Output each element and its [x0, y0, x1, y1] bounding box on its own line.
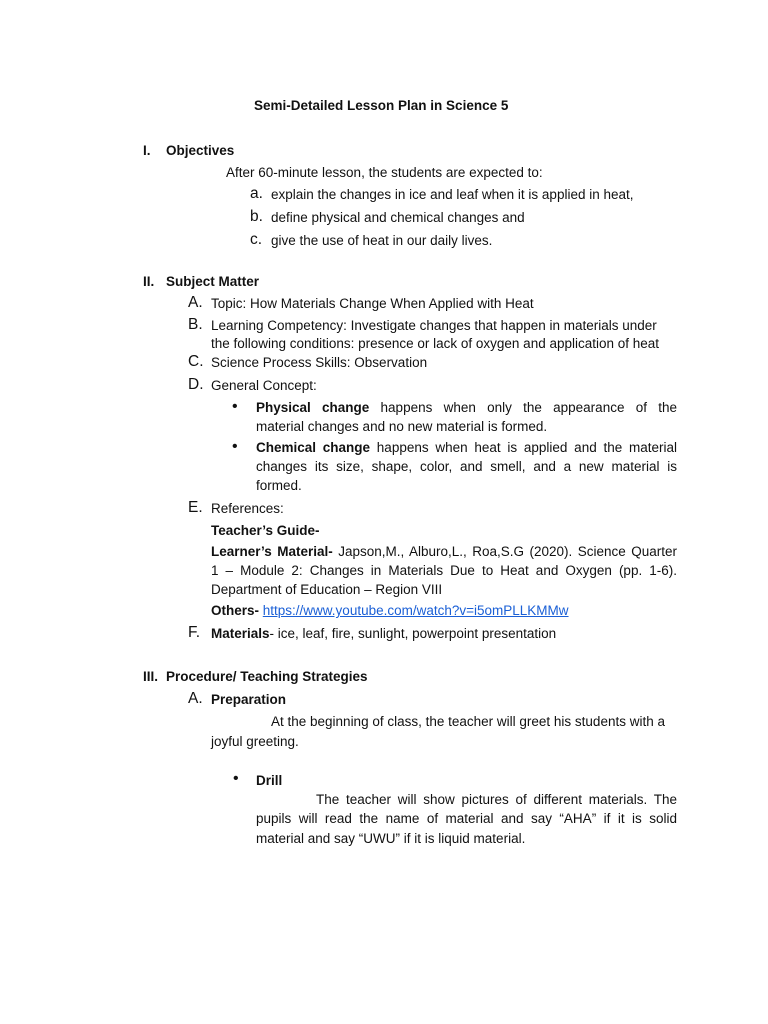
preparation-line2: joyful greeting. [211, 734, 299, 749]
preparation-line1: At the beginning of class, the teacher will greet his students with a [271, 714, 665, 729]
section-heading-subject-matter: Subject Matter [166, 274, 260, 289]
page-title: Semi-Detailed Lesson Plan in Science 5 [254, 98, 509, 113]
subject-marker-f: F. [188, 624, 201, 641]
objective-marker-b: b. [250, 208, 263, 225]
subject-marker-d: D. [188, 376, 204, 393]
chemical-change-line1 [256, 438, 677, 457]
preparation-label: Preparation [211, 692, 287, 707]
subject-competency-line1: Learning Competency: Investigate changes that happen in materials under [211, 318, 657, 333]
objective-item-c: give the use of heat in our daily lives. [271, 233, 493, 248]
materials-label: Materials [211, 626, 270, 641]
teachers-guide: Teacher’s Guide- [211, 523, 320, 538]
objectives-intro: After 60-minute lesson, the students are expected to: [226, 165, 543, 180]
bullet-icon: • [232, 438, 238, 455]
physical-change-term: Physical change [256, 400, 370, 415]
physical-change-line2: material changes and no new material is formed. [256, 419, 548, 434]
subject-topic: Topic: How Materials Change When Applied with Heat [211, 296, 534, 311]
youtube-link[interactable]: https://www.youtube.com/watch?v=i5omPLLKMMw [262, 603, 569, 618]
learners-material-label: Learner’s Material- [211, 544, 333, 559]
others-reference [211, 601, 569, 620]
objective-item-a: explain the changes in ice and leaf when it is applied in heat, [271, 187, 634, 202]
objective-marker-a: a. [250, 185, 263, 202]
materials-text: - ice, leaf, fire, sunlight, powerpoint presentation [269, 626, 557, 641]
drill-line2: pupils will read the name of material and say “AHA” if it is solid [256, 811, 677, 826]
subject-marker-b: B. [188, 316, 203, 333]
objective-item-b: define physical and chemical changes and [271, 210, 525, 225]
section-numeral-procedure: III. [143, 669, 159, 684]
objective-marker-c: c. [250, 231, 263, 248]
physical-change-line1 [256, 398, 677, 417]
procedure-marker-a: A. [188, 690, 203, 707]
subject-marker-e: E. [188, 499, 203, 516]
chemical-change-rest: happens when heat is applied and the material [370, 440, 677, 455]
subject-concept-label: General Concept: [211, 378, 317, 393]
physical-change-rest: happens when only the appearance of the [369, 400, 677, 415]
subject-competency-line2: the following conditions: presence or lack of oxygen and application of heat [211, 336, 660, 351]
learners-material-text: Japson,M., Alburo,L., Roa,S.G (2020). Science Quarter [332, 544, 677, 559]
materials-line [211, 624, 556, 643]
learners-material-line3: Department of Education – Region VIII [211, 582, 443, 597]
references-label: References: [211, 501, 284, 516]
chemical-change-line2: changes its size, shape, color, and smell, and a new material is [256, 459, 677, 474]
chemical-change-term: Chemical change [256, 440, 371, 455]
section-heading-objectives: Objectives [166, 143, 235, 158]
section-numeral-objectives: I. [143, 143, 151, 158]
bullet-icon: • [232, 398, 238, 415]
learners-material-line1 [211, 542, 677, 561]
subject-marker-a: A. [188, 294, 203, 311]
drill-label: Drill [256, 773, 283, 788]
learners-material-line2: 1 – Module 2: Changes in Materials Due to Heat and Oxygen (pp. 1-6). [211, 563, 677, 578]
drill-line3: material and say “UWU” if it is liquid material. [256, 831, 526, 846]
section-heading-procedure: Procedure/ Teaching Strategies [166, 669, 368, 684]
others-label: Others- [211, 603, 260, 618]
subject-skills: Science Process Skills: Observation [211, 355, 428, 370]
drill-line1: The teacher will show pictures of different materials. The [316, 792, 677, 807]
chemical-change-line3: formed. [256, 478, 302, 493]
section-numeral-subject-matter: II. [143, 274, 155, 289]
bullet-icon: • [233, 770, 239, 787]
subject-marker-c: C. [188, 353, 204, 370]
